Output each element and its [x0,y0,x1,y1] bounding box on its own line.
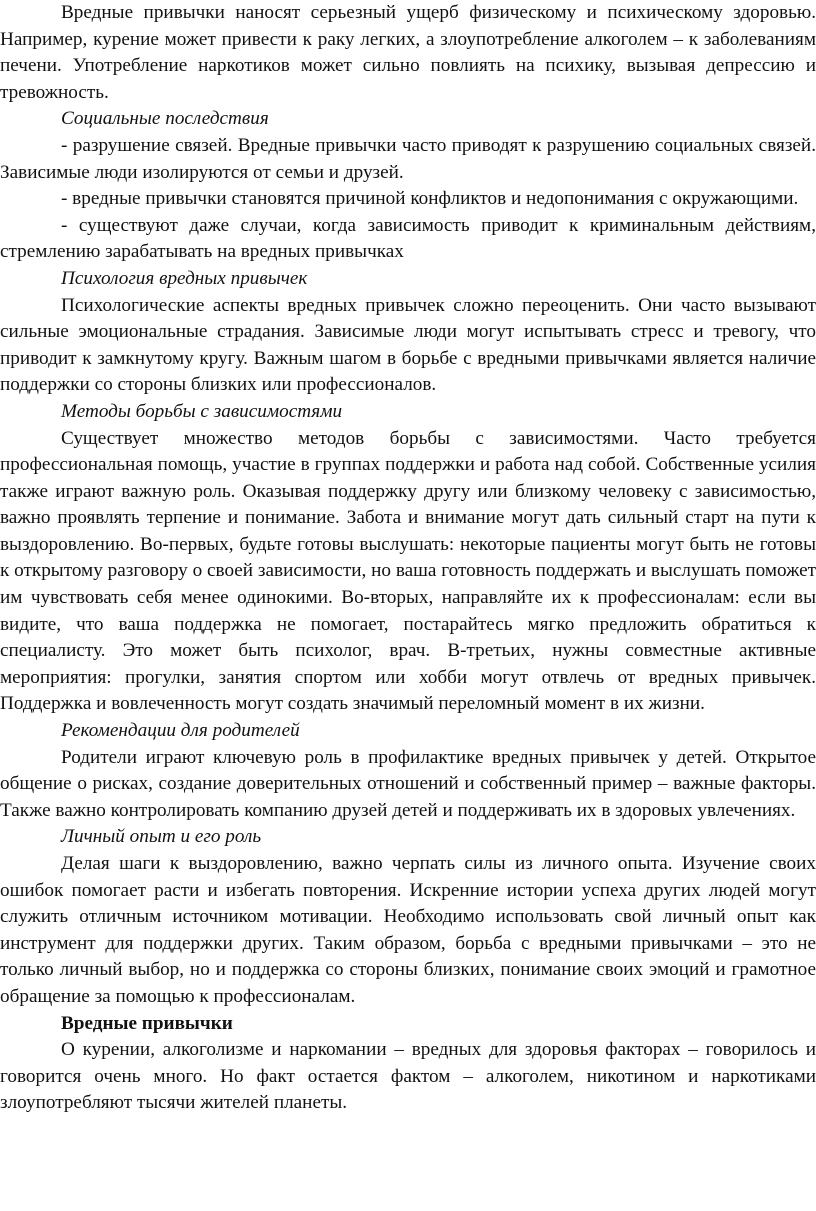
list-item: - существуют даже случаи, когда зависимость приводит к криминальным действиям, стремлению зарабатывать на вредных привычках [0,214,816,263]
paragraph-psychology: Психологические аспекты вредных привычек сложно переоценить. Они часто вызывают сильные эмоциональные страдания. Зависимые люди могут испытывать стресс и тревогу, что приводит к замкнутому кругу. Важным шагом в борьбе с вредными привычками является наличие поддержки со стороны близких или профессионалов. [0,294,816,396]
heading-bad-habits: Вредные привычки [61,1012,233,1034]
paragraph-bad-habits: О курении, алкоголизме и наркомании – вредных для здоровья факторах – говорилось и говорится очень много. Но факт остается фактом – алкоголем, никотином и наркотиками злоупотребляют тысячи жителей планеты. [0,1039,816,1114]
list-item: - разрушение связей. Вредные привычки часто приводят к разрушению социальных связей. Зависимые люди изолируются от семьи и друзей. [0,134,816,183]
paragraph-health-damage: Вредные привычки наносят серьезный ущерб физическому и психическому здоровью. Например, курение может привести к раку легких, а злоупотребление алкоголем – к заболеваниям печени. Употребление наркотиков может сильно повлиять на психику, вызывая депрессию и тревожность. [0,2,816,103]
heading-methods: Методы борьбы с зависимостями [61,400,343,422]
paragraph-parents: Родители играют ключевую роль в профилактике вредных привычек у детей. Открытое общение о рисках, создание доверительных отношений и собственный пример – важные факторы. Также важно контролировать компанию друзей детей и поддерживать их в здоровых увлечениях. [0,746,816,821]
list-item: - вредные привычки становятся причиной конфликтов и недопонимания с окружающими. [61,188,799,210]
heading-personal-experience: Личный опыт и его роль [61,826,262,848]
heading-psychology: Психология вредных привычек [61,267,308,289]
paragraph-personal-experience: Делая шаги к выздоровлению, важно черпать силы из личного опыта. Изучение своих ошибок помогает расти и избегать повторения. Искренние истории успеха других людей могут служить отличным источником мотивации. Необходимо использовать свой личный опыт как инструмент для поддержки других. Таким образом, борьба с вредными привычками – это не только личный выбор, но и поддержка со стороны близких, понимание своих эмоций и грамотное обращение за помощью к профессионалам. [0,853,816,1007]
heading-parents: Рекомендации для родителей [61,720,300,742]
heading-social-consequences: Социальные последствия [61,108,269,130]
paragraph-methods: Существует множество методов борьбы с зависимостями. Часто требуется профессиональная помощь, участие в группах поддержки и работа над собой. Собственные усилия также играют важную роль. Оказывая поддержку другу или близкому человеку с зависимостью, важно проявлять терпение и понимание. Забота и внимание могут дать сильный старт на пути к выздоровлению. Во-первых, будьте готовы выслушать: некоторые пациенты могут быть не готовы к открытому разговору о своей зависимости, но ваша готовность поддержать и выслушать поможет им чувствовать себя менее одинокими. Во-вторых, направляйте их к профессионалам: если вы видите, что ваша поддержка не помогает, постарайтесь мягко предложить обратиться к специалисту. Это может быть психолог, врач. В-третьих, нужны совместные активные мероприятия: прогулки, занятия спортом или хобби могут отвлечь от вредных привычек. Поддержка и вовлеченность могут создать значимый переломный момент в их жизни. [0,427,816,715]
